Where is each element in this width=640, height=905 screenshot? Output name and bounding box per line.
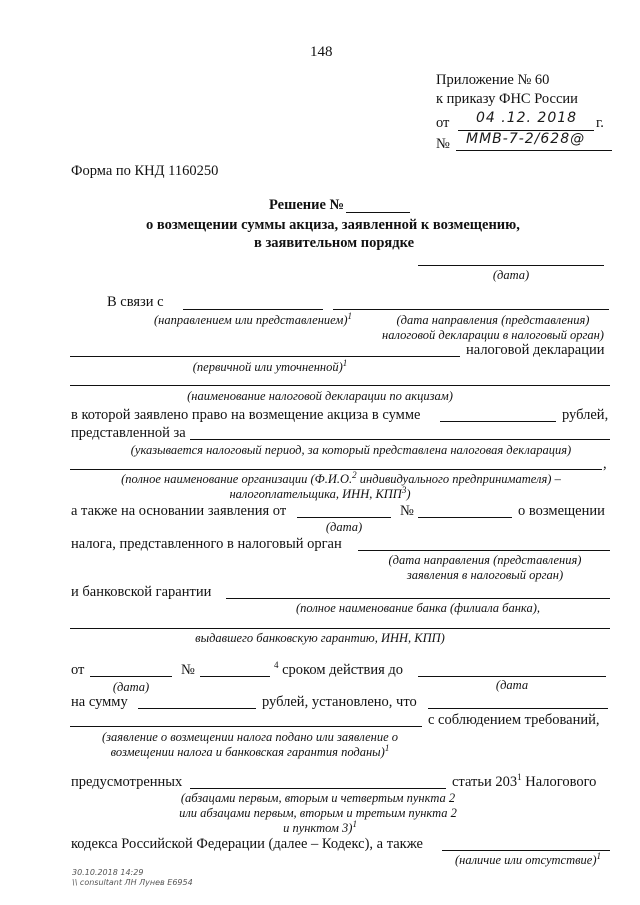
- guarantee-date-line: [90, 676, 172, 677]
- tax-period-caption: (указывается налоговый период, за который представлена налоговая декларация): [130, 443, 572, 457]
- guarantee-validity-label: $^4$ сроком действия до: [274, 660, 404, 678]
- declaration-type-line: [70, 356, 460, 357]
- title-line1: Решение №: [269, 197, 345, 213]
- application-date-line: [297, 517, 391, 518]
- provided-label: предусмотренных: [71, 774, 183, 790]
- appendix-year-suffix: г.: [596, 115, 604, 131]
- paragraphs-line: [190, 788, 446, 789]
- organization-caption-2: налогоплательщика, ИНН, КПП$^3$): [229, 484, 411, 501]
- title-line2: о возмещении суммы акциза, заявленной к возмещению,: [146, 217, 520, 233]
- declaration-name-caption: (наименование налоговой декларации по акцизам): [187, 389, 453, 403]
- tax-period-line: [190, 439, 610, 440]
- also-based-on-label: а также на основании заявления от: [71, 503, 287, 519]
- paragraphs-caption-2: или абзацами первым, вторым и третьим пункта 2: [179, 806, 457, 820]
- primary-or-updated-caption: (первичной или уточненной)$^1$: [192, 357, 348, 374]
- direction-date-line: [333, 309, 609, 310]
- appendix-from-label: от: [436, 115, 450, 131]
- application-number-line: [418, 517, 512, 518]
- appendix-line2: к приказу ФНС России: [436, 91, 578, 107]
- paragraphs-caption-1: (абзацами первым, вторым и четвертым пункта 2: [180, 791, 456, 805]
- validity-date-caption: (дата: [495, 678, 529, 692]
- about-refund-label: о возмещении: [518, 503, 605, 519]
- claimed-right-label: в которой заявлено право на возмещение акциза в сумме: [71, 407, 421, 423]
- decision-date-caption: (дата): [492, 268, 530, 282]
- organization-comma: ,: [603, 456, 607, 472]
- established-line: [428, 708, 608, 709]
- title-number-underline: [346, 212, 410, 213]
- bank-issuer-caption: выдавшего банковскую гарантию, ИНН, КПП): [195, 631, 445, 645]
- rubles-label: рублей,: [562, 407, 609, 423]
- application-direction-line: [358, 550, 610, 551]
- guarantee-number-line: [200, 676, 270, 677]
- code-reference-label: кодекса Российской Федерации (далее – Кодекс), а также: [71, 836, 423, 852]
- guarantee-number-sign: №: [181, 662, 195, 678]
- guarantee-date-caption: (дата): [112, 680, 150, 694]
- guarantee-amount-line: [138, 708, 256, 709]
- statement-line: [70, 726, 422, 727]
- footer-source: \\ consultant ЛН Лунев Е6954: [72, 878, 193, 887]
- application-date-caption: (дата): [325, 520, 363, 534]
- statement-caption-1: (заявление о возмещении налога подано или заявление о: [101, 730, 399, 744]
- organization-line: [70, 469, 602, 470]
- direction-date-caption-1: (дата направления (представления): [396, 313, 590, 327]
- tax-submitted-label: налога, представленного в налоговый орган: [71, 536, 342, 552]
- application-direction-caption-1: (дата направления (представления): [388, 553, 582, 567]
- application-direction-caption-2: заявления в налоговый орган): [406, 568, 564, 582]
- bank-issuer-line: [70, 628, 610, 629]
- presence-caption: (наличие или отсутствие)$^1$: [454, 850, 602, 867]
- bank-name-caption: (полное наименование банка (филиала банка),: [296, 601, 540, 615]
- with-requirements-label: с соблюдением требований,: [428, 712, 600, 728]
- in-connection-line: [183, 309, 323, 310]
- appendix-number-underline: [456, 150, 612, 151]
- form-code: Форма по КНД 1160250: [71, 163, 219, 179]
- bank-guarantee-label: и банковской гарантии: [71, 584, 212, 600]
- in-connection-label: В связи с: [107, 294, 164, 310]
- paragraphs-caption-3: и пунктом 3)$^1$: [283, 818, 357, 835]
- footer-timestamp: 30.10.2018 14:29: [72, 868, 144, 877]
- tax-declaration-label: налоговой декларации: [466, 342, 605, 358]
- rubles-established-label: рублей, установлено, что: [262, 694, 417, 710]
- for-amount-label: на сумму: [71, 694, 128, 710]
- direction-caption: (направлением или представлением)$^1$: [153, 310, 353, 327]
- refund-amount-line: [440, 421, 556, 422]
- article-label: статьи $203^1$ Налогового: [452, 772, 597, 790]
- submitted-for-label: представленной за: [71, 425, 186, 441]
- direction-date-caption-2: налоговой декларации в налоговый орган): [382, 328, 604, 342]
- appendix-handwritten-date: 04 .12. 2018: [476, 110, 578, 126]
- appendix-number-label: №: [436, 136, 450, 152]
- guarantee-from-label: от: [71, 662, 85, 678]
- application-number-sign: №: [400, 503, 414, 519]
- page-number: 148: [310, 44, 333, 60]
- title-line3: в заявительном порядке: [254, 235, 415, 251]
- organization-caption-1: (полное наименование организации (Ф.И.О.$^2$ индивидуального предпринимателя) –: [121, 469, 561, 486]
- decision-date-line: [418, 265, 604, 266]
- appendix-handwritten-number: ММВ-7-2/628@: [466, 131, 586, 147]
- presence-line: [442, 850, 610, 851]
- appendix-line1: Приложение № 60: [436, 72, 550, 88]
- bank-name-line: [226, 598, 610, 599]
- statement-caption-2: возмещении налога и банковская гарантия поданы)$^1$: [110, 742, 390, 759]
- validity-date-line: [418, 676, 606, 677]
- declaration-name-line: [70, 385, 610, 386]
